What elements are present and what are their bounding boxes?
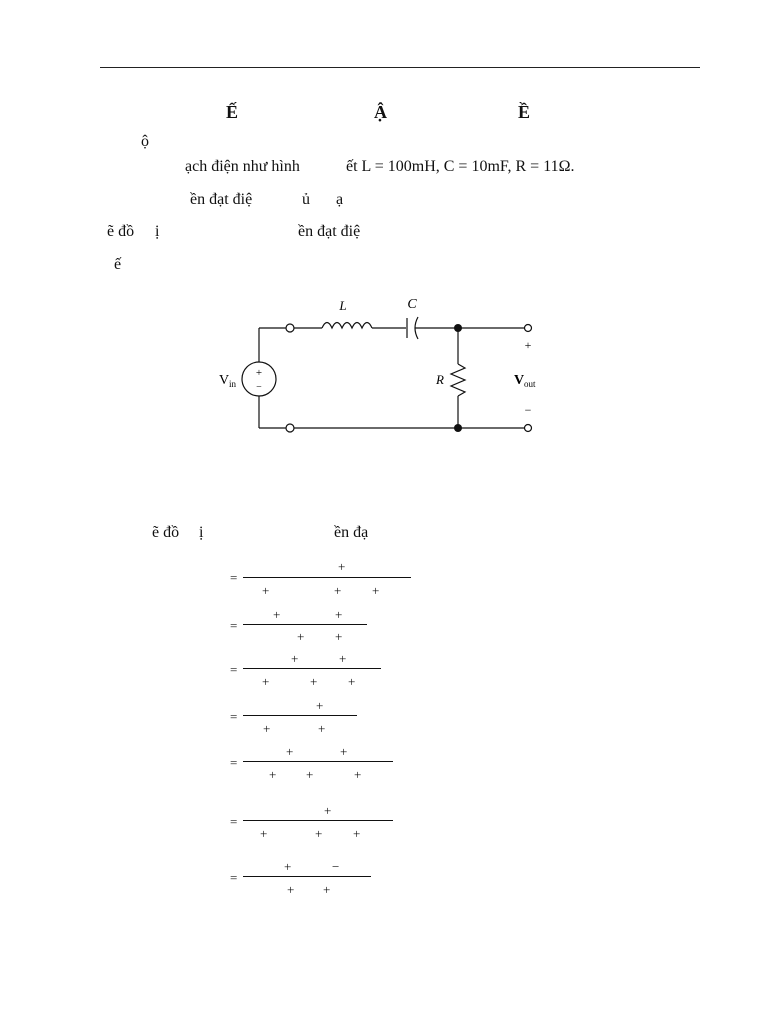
den-plus: + <box>323 882 331 897</box>
terminal-out-bottom <box>525 425 532 432</box>
terminal-bottom-left <box>286 424 294 432</box>
header-glyph-2: Ậ <box>374 102 387 122</box>
fraction-bar <box>243 715 357 716</box>
label-L: L <box>339 298 347 313</box>
section-fragment-3: ền đạ <box>334 524 369 541</box>
den-plus: + <box>269 767 277 782</box>
intro-fragment-9: ế <box>114 256 122 273</box>
intro-fragment-4: ủ <box>302 191 310 208</box>
inductor-coil <box>322 323 372 329</box>
equals-sign: = <box>230 570 238 585</box>
intro-fragment-3: ền đạt điệ <box>190 191 253 208</box>
den-plus: + <box>334 583 342 598</box>
fraction-bar <box>243 668 381 669</box>
den-plus: + <box>354 767 362 782</box>
den-plus: + <box>262 674 270 689</box>
fraction-bar <box>243 761 393 762</box>
intro-fragment-8: ền đạt điệ <box>298 223 361 240</box>
den-plus: + <box>306 767 314 782</box>
intro-fragment-6: ẽ đồ <box>107 223 135 240</box>
den-plus: + <box>318 721 326 736</box>
den-plus: + <box>310 674 318 689</box>
label-vin-sub: in <box>229 379 237 389</box>
terminal-out-top <box>525 325 532 332</box>
source-minus: − <box>256 382 262 393</box>
header-glyph-3: Ề <box>518 102 531 122</box>
den-plus: + <box>287 882 295 897</box>
equals-sign: = <box>230 618 238 633</box>
num-plus: + <box>338 559 346 574</box>
out-plus: + <box>524 338 532 352</box>
den-plus: + <box>260 826 268 841</box>
section-fragment-2: ị <box>199 524 204 541</box>
num-plus: + <box>340 744 348 759</box>
fraction-bar <box>243 624 367 625</box>
fraction-bar <box>243 876 371 877</box>
node-dot-top <box>454 324 462 332</box>
num-plus: + <box>316 698 324 713</box>
equals-sign: = <box>230 870 238 885</box>
source-plus: + <box>255 367 263 379</box>
given-values: ết L = 100mH, C = 10mF, R = 11Ω. <box>346 158 575 175</box>
intro-fragment-7: ị <box>155 223 160 240</box>
num-minus: − <box>332 859 340 874</box>
top-rule <box>100 67 700 68</box>
intro-fragment-2: ạch điện như hình <box>185 158 300 175</box>
num-plus: + <box>286 744 294 759</box>
equals-sign: = <box>230 814 238 829</box>
terminal-top-left <box>286 324 294 332</box>
node-dot-bottom <box>454 424 462 432</box>
label-vout-sub: out <box>524 379 536 389</box>
num-plus: + <box>335 607 343 622</box>
fraction-bar <box>243 577 411 578</box>
num-plus: + <box>324 803 332 818</box>
num-plus: + <box>284 859 292 874</box>
den-plus: + <box>315 826 323 841</box>
header-glyph-1: Ế <box>226 102 239 122</box>
equals-sign: = <box>230 662 238 677</box>
fraction-bar <box>243 820 393 821</box>
out-minus: − <box>524 403 532 417</box>
intro-fragment-1: ộ <box>141 133 149 150</box>
den-plus: + <box>262 583 270 598</box>
label-vout: V <box>514 373 525 388</box>
den-plus: + <box>297 629 305 644</box>
intro-fragment-5: ạ <box>336 191 344 208</box>
circuit-diagram <box>200 290 550 440</box>
label-R: R <box>436 372 444 387</box>
section-fragment-1: ẽ đồ <box>152 524 180 541</box>
resistor-zigzag <box>451 364 465 396</box>
den-plus: + <box>263 721 271 736</box>
den-plus: + <box>372 583 380 598</box>
num-plus: + <box>339 651 347 666</box>
num-plus: + <box>273 607 281 622</box>
label-C: C <box>407 297 417 312</box>
den-plus: + <box>335 629 343 644</box>
label-vin: V <box>219 373 230 388</box>
num-plus: + <box>291 651 299 666</box>
den-plus: + <box>353 826 361 841</box>
den-plus: + <box>348 674 356 689</box>
equals-sign: = <box>230 755 238 770</box>
equals-sign: = <box>230 709 238 724</box>
